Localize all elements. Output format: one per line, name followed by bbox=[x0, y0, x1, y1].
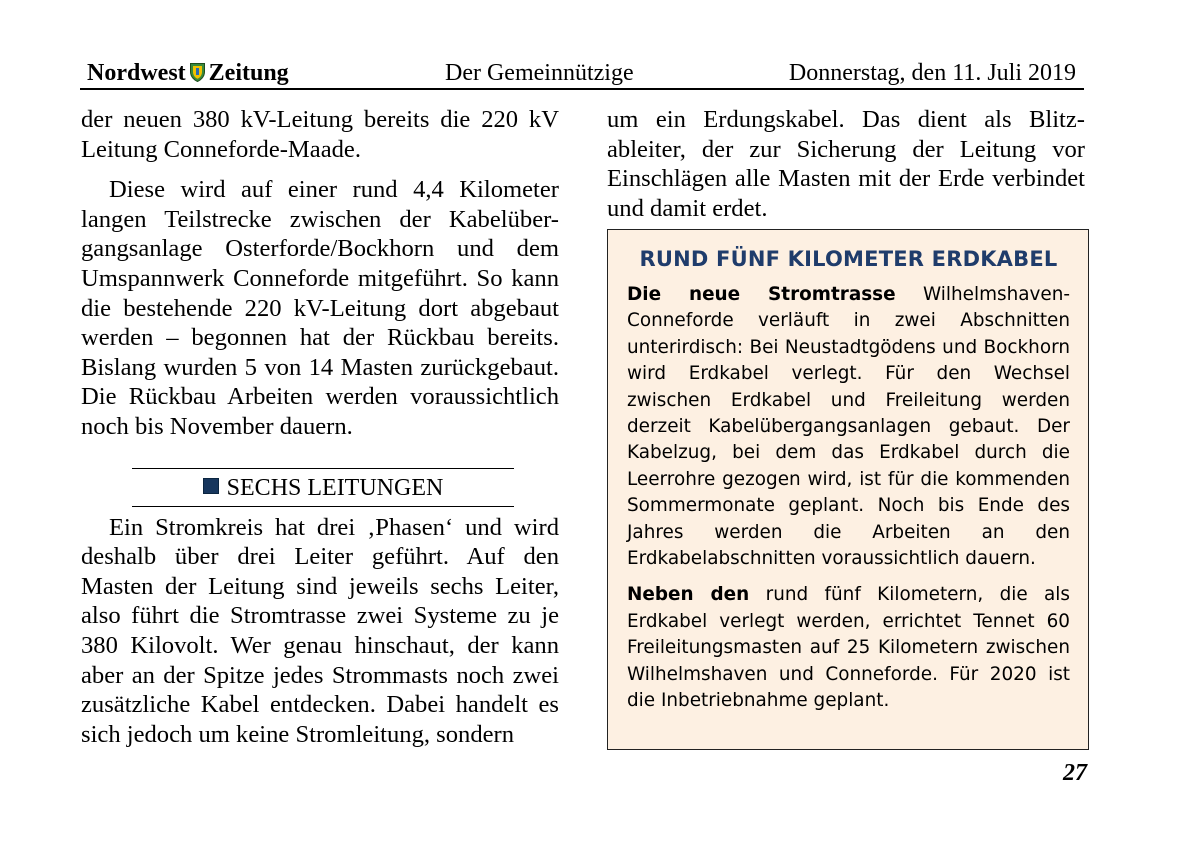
page-header bbox=[80, 58, 1084, 88]
issue-date: Donnerstag, den 11. Juli 2019 bbox=[788, 60, 1076, 86]
info-box-paragraph-2-lead: Neben den bbox=[627, 584, 750, 606]
header-rule bbox=[80, 88, 1084, 90]
square-bullet-icon bbox=[203, 478, 219, 494]
coat-of-arms-icon bbox=[190, 62, 205, 81]
info-box-paragraph-1-text: Wilhelmshaven-Conneforde verläuft in zwei Abschnitten unterirdisch: Bei Neustadtgödens und Bockhorn wird Erdkabel verlegt. Für den Wechsel zwischen Erdkabel und Freileitung werden derzeit Kabelübergangsanlagen gebaut. Der Kabelzug, bei dem das Erdkabel durch die Leerrohre gezogen wird, ist für die kommenden Sommermonate geplant. Noch bis Ende des Jahres werden die Arbeiten an den Erdkabelabschnitten voraussichtlich dauern. bbox=[627, 284, 1070, 570]
info-box bbox=[607, 229, 1089, 750]
right-paragraph-1: um ein Erdungskabel. Das dient als Blitz-ableiter, der zur Sicherung der Leitung vor Einschlägen alle Masten mit der Erde verbindet und damit erdet. bbox=[607, 106, 1085, 222]
brand-name-right: Zeitung bbox=[208, 60, 289, 86]
left-paragraph-1: der neuen 380 kV-Leitung bereits die 220 kV Leitung Conneforde-Maade. bbox=[81, 106, 559, 163]
page-number: 27 bbox=[1063, 760, 1087, 786]
left-column bbox=[81, 105, 559, 749]
section-heading bbox=[132, 468, 514, 507]
info-box-title: RUND FÜNF KILOMETER ERDKABEL bbox=[639, 247, 1058, 271]
newspaper-brand bbox=[87, 60, 289, 87]
info-box-paragraph-2 bbox=[627, 582, 1070, 714]
info-box-paragraph-1 bbox=[627, 282, 1070, 572]
left-paragraph-2: Diese wird auf einer rund 4,4 Kilometer langen Teilstrecke zwischen der Kabelüber-gangsanlage Osterforde/Bockhorn und dem Umspannwerk Conneforde mitgeführt. So kann die bestehende 220 kV-Leitung dort abgebaut werden – begonnen hat der Rückbau bereits. Bislang wurden 5 von 14 Masten zurückgebaut. Die Rückbau Arbeiten werden voraussichtlich noch bis November dauern. bbox=[81, 176, 559, 440]
info-box-paragraph-1-lead: Die neue Stromtrasse bbox=[627, 284, 896, 305]
info-box-paragraph-2-text: rund fünf Kilometern, die als Erdkabel verlegt werden, errichtet Tennet 60 Freileitungsmasten auf 25 Kilometern zwischen Wilhelmshaven und Conneforde. Für 2020 ist die Inbetriebnahme geplant. bbox=[627, 584, 1071, 712]
left-paragraph-3: Ein Stromkreis hat drei ‚Phasen‘ und wird deshalb über drei Leiter geführt. Auf den Masten der Leitung sind jeweils sechs Leiter, also führt die Stromtrasse zwei Systeme zu je 380 Kilovolt. Wer genau hinschaut, der kann aber an der Spitze jedes Strommasts noch zwei zusätzliche Kabel entdecken. Dabei handelt es sich jedoch um keine Stromleitung, sondern bbox=[81, 513, 559, 748]
publication-name: Der Gemeinnützige bbox=[445, 60, 634, 86]
section-heading-text: SECHS LEITUNGEN bbox=[226, 474, 444, 501]
brand-name-left: Nordwest bbox=[87, 60, 186, 86]
right-column bbox=[607, 105, 1085, 223]
